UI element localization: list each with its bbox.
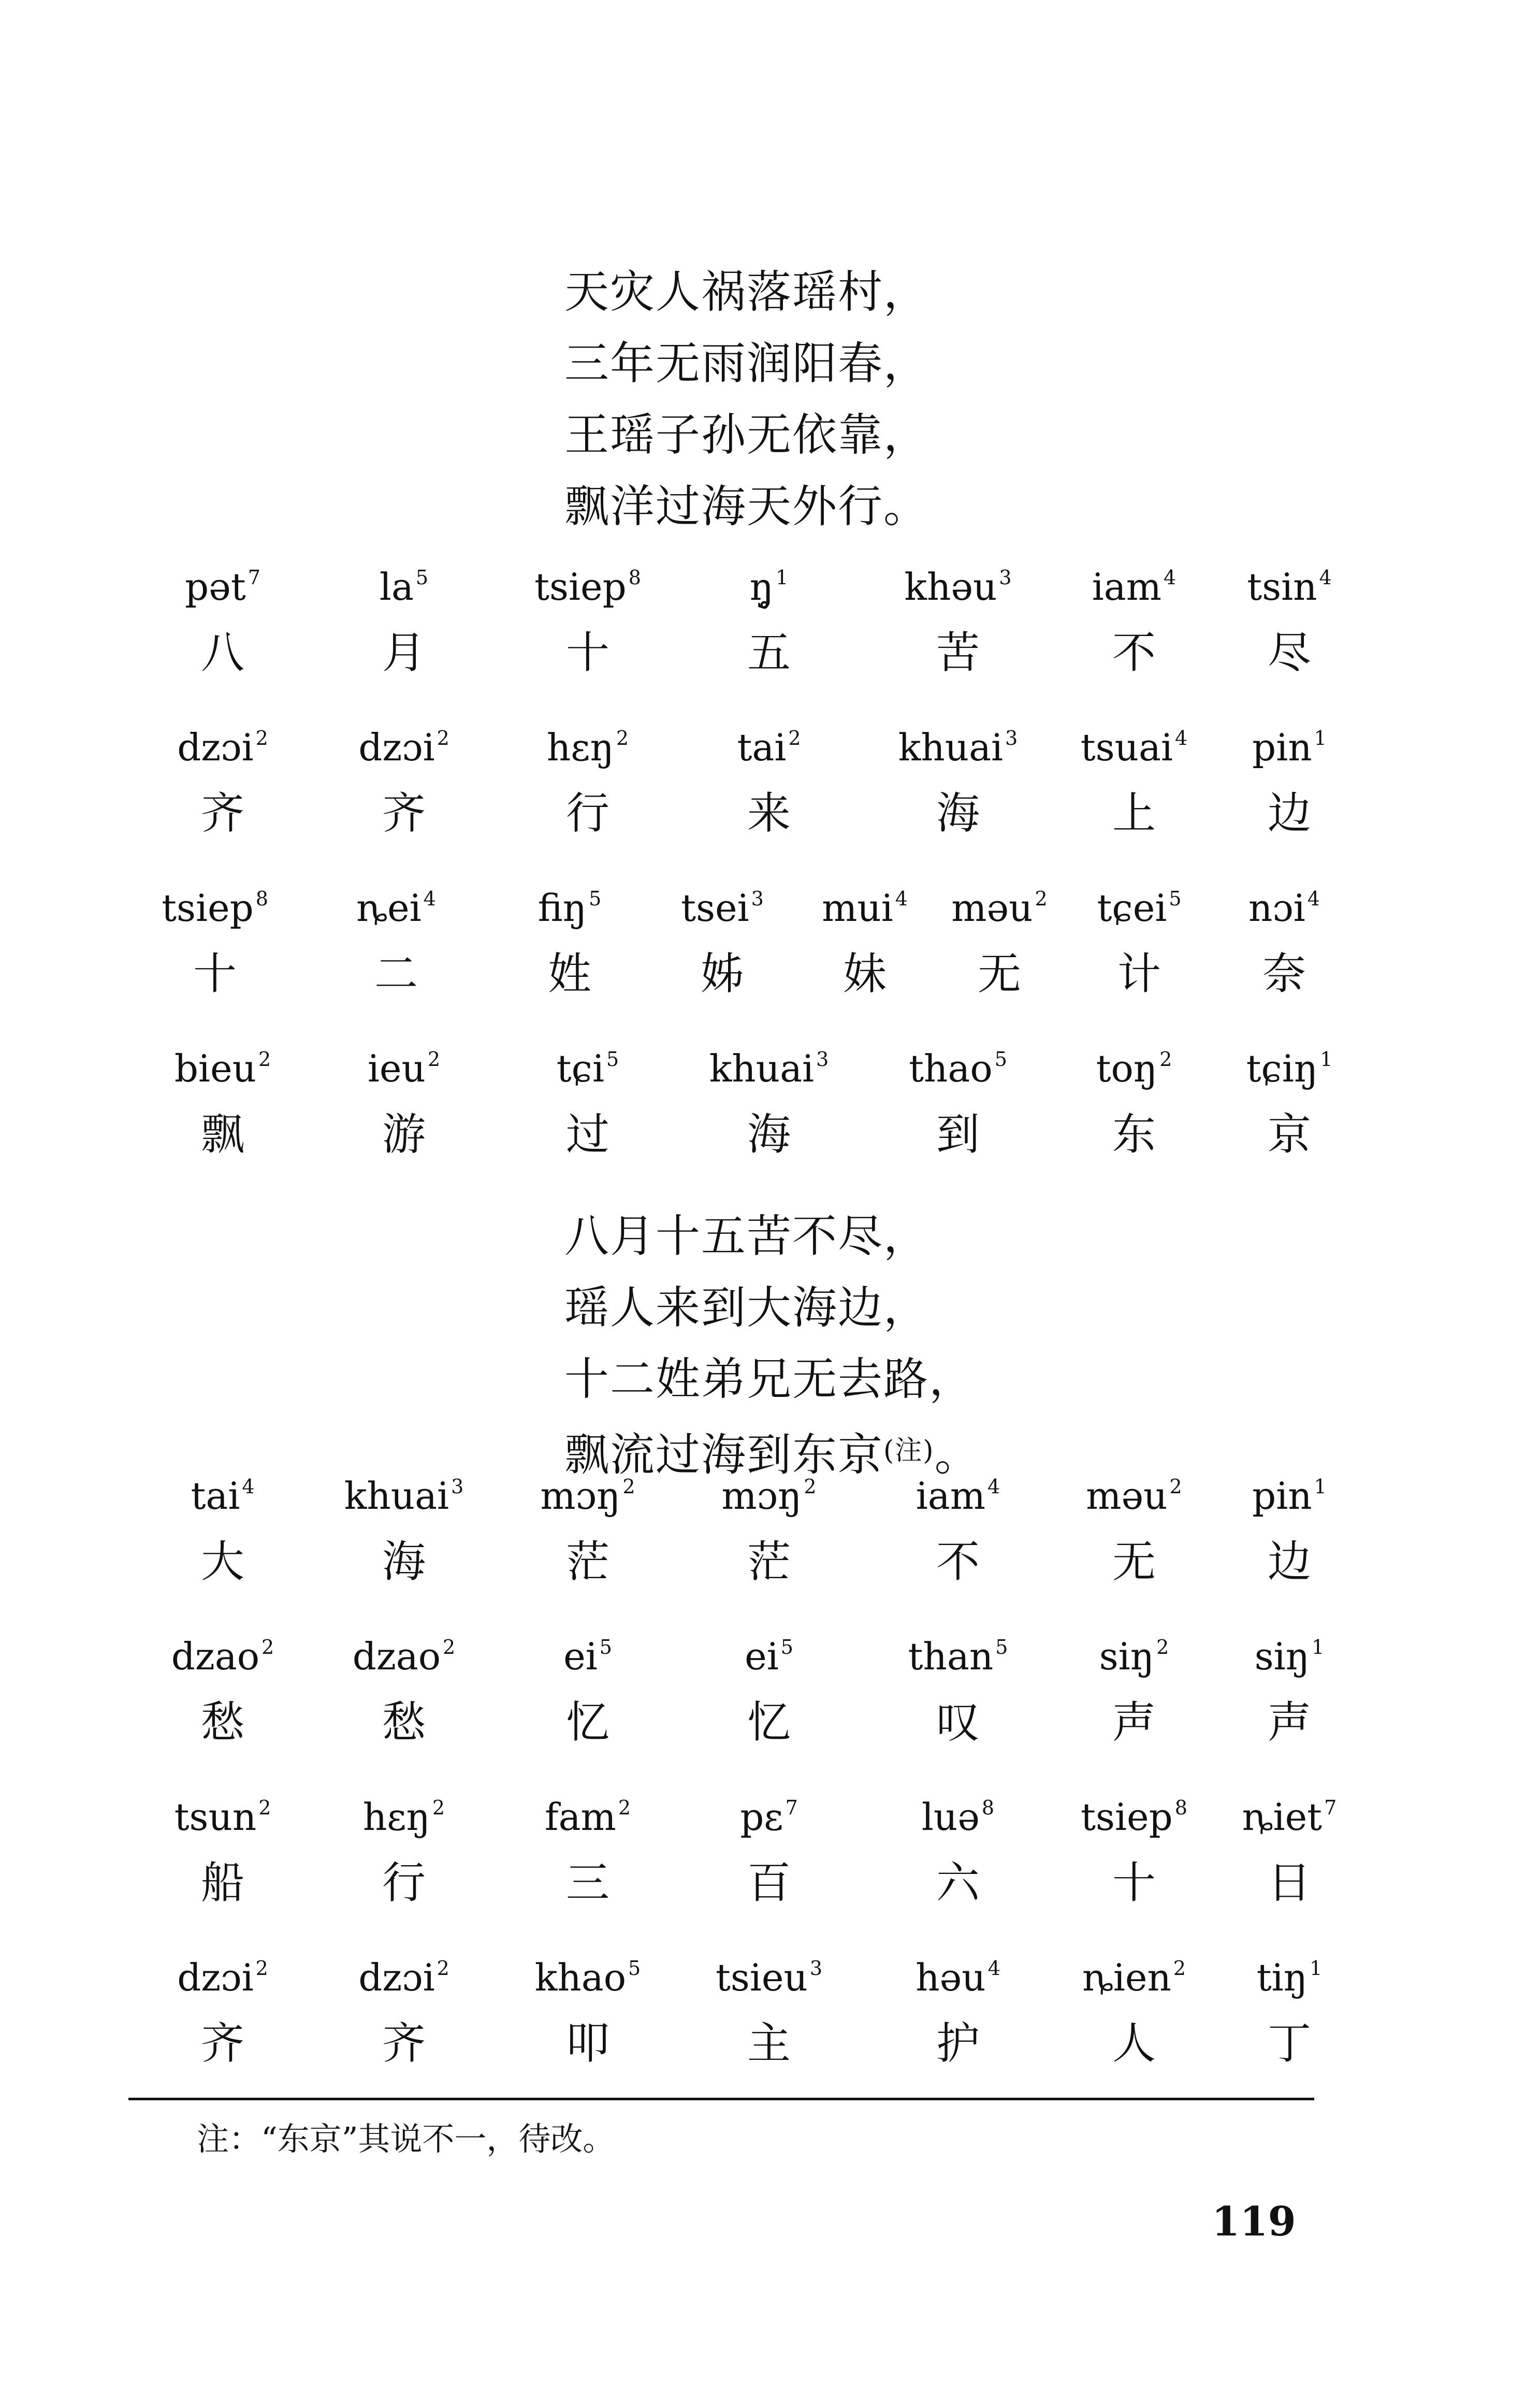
tone-number: 5	[994, 1048, 1007, 1071]
tone-number: 4	[895, 887, 908, 910]
romanization: ȵei $^4$	[356, 886, 436, 930]
romanization: ei $^5$	[563, 1635, 612, 1678]
verse-line: 八月十五苦不尽，	[564, 1210, 929, 1262]
tone-number: 8	[255, 887, 268, 910]
romanization: həu $^4$	[916, 1956, 1000, 1999]
hanzi: 二	[374, 948, 418, 999]
romanization: pin $^1$	[1252, 1474, 1327, 1518]
gloss-row-7	[0, 1782, 1540, 1937]
tone-number: 2	[788, 727, 801, 749]
romanization: tai $^2$	[737, 726, 801, 769]
verse-stanza-2	[564, 1201, 980, 1487]
romanization: tai $^4$	[191, 1474, 255, 1518]
tone-number: 4	[242, 1475, 255, 1498]
romanization: luə $^8$	[921, 1795, 995, 1839]
tone-number: 2	[255, 1957, 268, 1980]
hanzi: 来	[747, 788, 791, 839]
tone-number: 3	[809, 1957, 823, 1980]
tone-number: 5	[628, 1957, 641, 1980]
hanzi: 无	[977, 948, 1021, 999]
gloss-row-2	[0, 712, 1540, 868]
tone-number: 3	[1005, 727, 1018, 749]
hanzi: 行	[382, 1857, 426, 1908]
romanization: tsin $^4$	[1247, 565, 1332, 609]
romanization: thao $^5$	[909, 1047, 1007, 1090]
hanzi: 齐	[200, 788, 244, 839]
hanzi: 齐	[382, 2018, 426, 2069]
romanization: dzao $^2$	[171, 1635, 274, 1678]
tone-number: 3	[451, 1475, 464, 1498]
romanization: khuai $^3$	[344, 1474, 464, 1518]
page-number: 119	[1212, 2198, 1296, 2245]
hanzi: 飘	[200, 1109, 244, 1160]
hanzi: 行	[565, 788, 609, 839]
hanzi: 到	[936, 1109, 980, 1160]
romanization: tsiep $^8$	[162, 886, 268, 930]
verse-line: 飘洋过海天外行。	[564, 481, 929, 532]
hanzi: 妹	[842, 948, 887, 999]
gloss-row-4	[0, 1033, 1540, 1189]
romanization: hɛŋ $^2$	[362, 1795, 445, 1839]
tone-number: 2	[1159, 1048, 1172, 1071]
tone-number: 8	[628, 566, 641, 589]
hanzi: 声	[1112, 1697, 1156, 1748]
romanization: tiŋ $^1$	[1256, 1956, 1323, 1999]
tone-number: 7	[785, 1796, 798, 1819]
gloss-row-8	[0, 1942, 1540, 2098]
romanization: la $^5$	[379, 565, 429, 609]
romanization: dzɔi $^2$	[358, 1956, 449, 1999]
tone-number: 5	[606, 1048, 619, 1071]
tone-number: 3	[751, 887, 764, 910]
hanzi: 不	[1112, 627, 1156, 678]
gloss-row-1	[0, 552, 1540, 707]
tone-number: 2	[261, 1636, 274, 1658]
hanzi: 主	[747, 2018, 791, 2069]
hanzi: 十	[193, 948, 237, 999]
tone-number: 4	[1175, 727, 1188, 749]
tone-number: 2	[443, 1636, 456, 1658]
tone-number: 1	[1310, 1957, 1323, 1980]
tone-number: 1	[1314, 1475, 1327, 1498]
hanzi: 过	[565, 1109, 609, 1160]
romanization: tɕi $^5$	[556, 1047, 619, 1090]
hanzi: 姊	[700, 948, 744, 999]
hanzi: 京	[1267, 1109, 1311, 1160]
romanization: bieu $^2$	[174, 1047, 271, 1090]
tone-number: 2	[258, 1048, 271, 1071]
tone-number: 5	[415, 566, 429, 589]
tone-number: 4	[423, 887, 436, 910]
tone-number: 8	[981, 1796, 995, 1819]
hanzi: 十	[1112, 1857, 1156, 1908]
tone-number: 8	[1174, 1796, 1187, 1819]
hanzi: 奈	[1262, 948, 1306, 999]
gloss-row-6	[0, 1621, 1540, 1777]
tone-number: 5	[995, 1636, 1008, 1658]
tone-number: 7	[1324, 1796, 1337, 1819]
romanization: tsun $^2$	[174, 1795, 271, 1839]
tone-number: 2	[616, 727, 629, 749]
verse-line-text: 飘流过海到东京	[564, 1429, 883, 1481]
hanzi: 海	[382, 1536, 426, 1587]
hanzi: 六	[936, 1857, 980, 1908]
romanization: tsieu $^3$	[715, 1956, 823, 1999]
verse-end-punctuation: 。	[934, 1429, 980, 1481]
hanzi: 苦	[936, 627, 980, 678]
hanzi: 忆	[747, 1697, 791, 1748]
romanization: ȵien $^2$	[1082, 1956, 1186, 1999]
tone-number: 4	[1164, 566, 1176, 589]
hanzi: 不	[936, 1536, 980, 1587]
tone-number: 2	[618, 1796, 631, 1819]
hanzi: 人	[1112, 2018, 1156, 2069]
verse-line: 王瑶子孙无依靠，	[564, 409, 929, 461]
romanization: nɔi $^4$	[1248, 886, 1320, 930]
hanzi: 无	[1112, 1536, 1156, 1587]
tone-number: 4	[1319, 566, 1332, 589]
tone-number: 2	[1156, 1636, 1169, 1658]
tone-number: 1	[1320, 1048, 1333, 1071]
tone-number: 4	[987, 1957, 1000, 1980]
hanzi: 月	[382, 627, 426, 678]
tone-number: 1	[1312, 1636, 1325, 1658]
romanization: tsiep $^8$	[1081, 1795, 1187, 1839]
hanzi: 叩	[565, 2018, 609, 2069]
hanzi: 上	[1112, 788, 1156, 839]
romanization: khəu $^3$	[904, 565, 1012, 609]
romanization: fam $^2$	[544, 1795, 631, 1839]
tone-number: 5	[599, 1636, 612, 1658]
tone-number: 5	[780, 1636, 793, 1658]
hanzi: 忆	[565, 1697, 609, 1748]
hanzi: 尽	[1267, 627, 1311, 678]
hanzi: 齐	[200, 2018, 244, 2069]
romanization: dzɔi $^2$	[177, 1956, 268, 1999]
verse-line: 瑶人来到大海边，	[564, 1282, 929, 1334]
romanization: ieu $^2$	[367, 1047, 441, 1090]
hanzi: 茫	[565, 1536, 609, 1587]
romanization: tsei $^3$	[681, 886, 764, 930]
tone-number: 2	[437, 1957, 449, 1980]
romanization: mɔŋ $^2$	[721, 1474, 817, 1518]
tone-number: 7	[248, 566, 260, 589]
romanization: ŋ̥ $^1$	[749, 565, 789, 609]
verse-line: 三年无雨润阳春，	[564, 338, 929, 389]
romanization: tɕiŋ $^1$	[1246, 1047, 1333, 1090]
tone-number: 2	[432, 1796, 445, 1819]
tone-number: 2	[437, 727, 449, 749]
romanization: khuai $^3$	[898, 726, 1018, 769]
romanization: dzɔi $^2$	[177, 726, 268, 769]
romanization: iam $^4$	[1092, 565, 1176, 609]
tone-number: 2	[1173, 1957, 1186, 1980]
hanzi: 海	[936, 788, 980, 839]
verse-stanza-1	[564, 256, 929, 542]
hanzi: 丁	[1267, 2018, 1311, 2069]
tone-number: 4	[987, 1475, 1000, 1498]
romanization: məu $^2$	[951, 886, 1048, 930]
hanzi: 愁	[382, 1697, 426, 1748]
romanization: pət $^7$	[185, 565, 260, 609]
romanization: mɔŋ $^2$	[540, 1474, 635, 1518]
note-reference: (注)	[883, 1435, 935, 1466]
romanization: iam $^4$	[916, 1474, 1000, 1518]
tone-number: 5	[589, 887, 602, 910]
hanzi: 声	[1267, 1697, 1311, 1748]
footnote-divider	[128, 2098, 1314, 2100]
romanization: məu $^2$	[1086, 1474, 1182, 1518]
hanzi: 边	[1267, 1536, 1311, 1587]
tone-number: 5	[1169, 887, 1182, 910]
footnote: 注：“东京”其说不一，待改。	[197, 2120, 615, 2158]
hanzi: 愁	[200, 1697, 244, 1748]
hanzi: 护	[936, 2018, 980, 2069]
tone-number: 3	[999, 566, 1012, 589]
romanization: ȵiet $^7$	[1242, 1795, 1337, 1839]
romanization: dzao $^2$	[352, 1635, 456, 1678]
romanization: khao $^5$	[534, 1956, 641, 1999]
romanization: khuai $^3$	[709, 1047, 829, 1090]
tone-number: 2	[255, 727, 268, 749]
romanization: mui $^4$	[822, 886, 908, 930]
hanzi: 叹	[936, 1697, 980, 1748]
hanzi: 大	[200, 1536, 244, 1587]
verse-line: 十二姓弟兄无去路，	[564, 1353, 975, 1405]
romanization: tɕei $^5$	[1097, 886, 1182, 930]
hanzi: 茫	[747, 1536, 791, 1587]
tone-number: 4	[1307, 887, 1320, 910]
romanization: tsiep $^8$	[534, 565, 641, 609]
romanization: dzɔi $^2$	[358, 726, 449, 769]
tone-number: 2	[427, 1048, 441, 1071]
tone-number: 2	[1169, 1475, 1182, 1498]
hanzi: 三	[565, 1857, 609, 1908]
hanzi: 十	[565, 627, 609, 678]
tone-number: 1	[1314, 727, 1327, 749]
hanzi: 百	[747, 1857, 791, 1908]
tone-number: 1	[776, 566, 789, 589]
hanzi: 姓	[547, 948, 591, 999]
romanization: tsuai $^4$	[1080, 726, 1188, 769]
hanzi: 游	[382, 1109, 426, 1160]
tone-number: 2	[258, 1796, 271, 1819]
hanzi: 五	[747, 627, 791, 678]
romanization: pin $^1$	[1252, 726, 1327, 769]
gloss-row-3	[0, 873, 1540, 1028]
hanzi: 船	[200, 1857, 244, 1908]
hanzi: 八	[200, 627, 244, 678]
romanization: siŋ $^1$	[1254, 1635, 1325, 1678]
tone-number: 2	[622, 1475, 635, 1498]
hanzi: 东	[1112, 1109, 1156, 1160]
romanization: siŋ $^2$	[1099, 1635, 1169, 1678]
hanzi: 计	[1117, 948, 1161, 999]
romanization: pɛ $^7$	[740, 1795, 798, 1839]
romanization: fiŋ $^5$	[537, 886, 602, 930]
gloss-row-5	[0, 1461, 1540, 1616]
tone-number: 2	[1035, 887, 1048, 910]
romanization: hɛŋ $^2$	[546, 726, 629, 769]
tone-number: 3	[816, 1048, 829, 1071]
hanzi: 日	[1267, 1857, 1311, 1908]
romanization: than $^5$	[908, 1635, 1008, 1678]
hanzi: 海	[747, 1109, 791, 1160]
romanization: ei $^5$	[745, 1635, 793, 1678]
hanzi: 边	[1267, 788, 1311, 839]
hanzi: 齐	[382, 788, 426, 839]
tone-number: 2	[804, 1475, 817, 1498]
romanization: toŋ $^2$	[1096, 1047, 1172, 1090]
verse-line: 天灾人祸落瑶村，	[564, 266, 929, 318]
